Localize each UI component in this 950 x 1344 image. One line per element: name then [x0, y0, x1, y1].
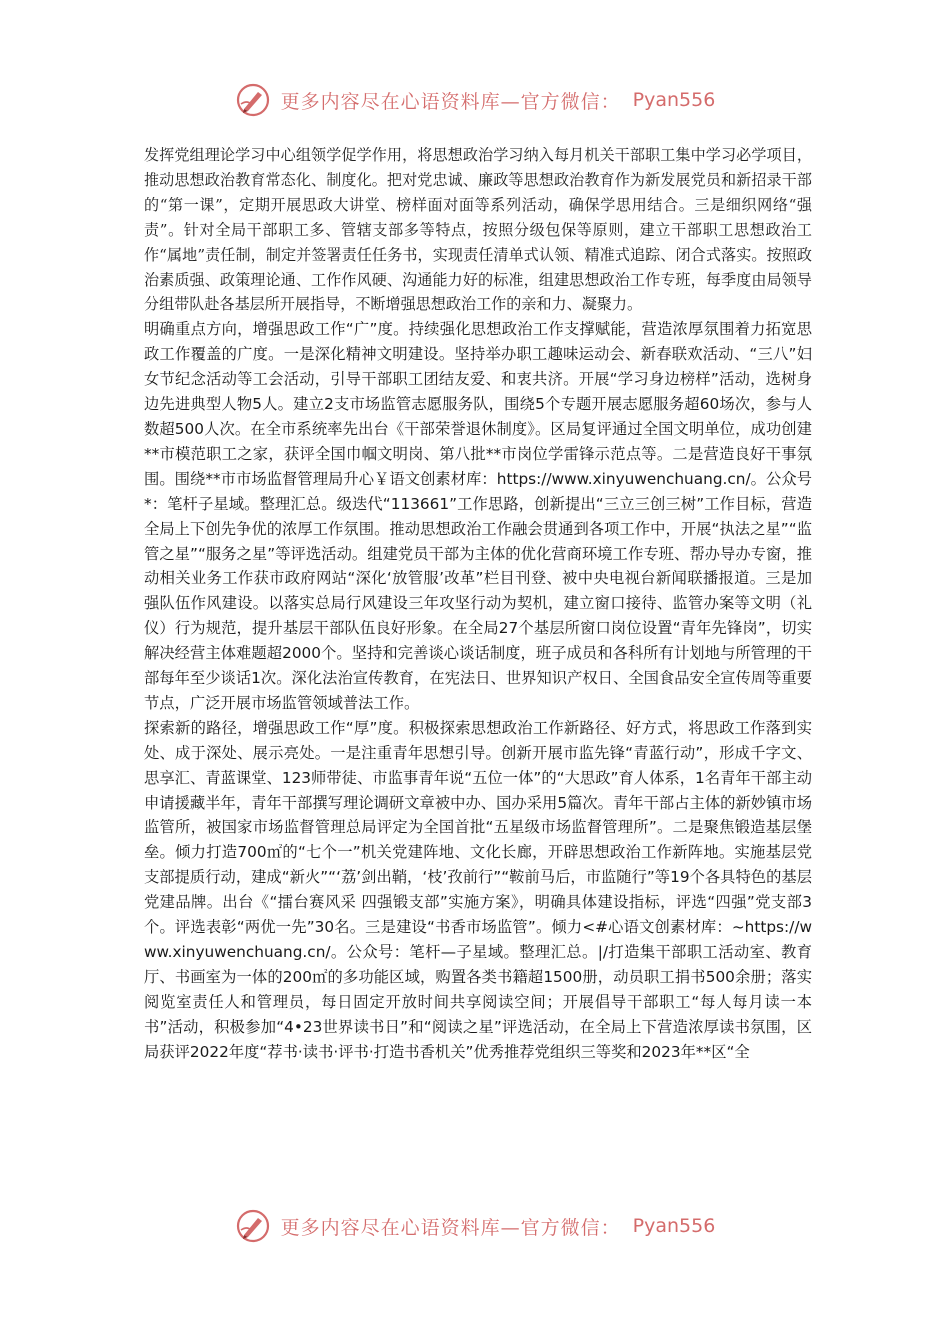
pen-circle-logo-icon — [235, 82, 271, 118]
document-body — [144, 143, 812, 1065]
paragraph-2: 明确重点方向，增强思政工作“广”度。持续强化思想政治工作支撑赋能，营造浓厚氛围着力拓宽思政工作覆盖的广度。一是深化精神文明建设。坚持举办职工趣味运动会、新春联欢活动、“三八”妇女节纪念活动等工会活动，引导干部职工团结友爱、和衷共济。开展“学习身边榜样”活动，选树身边先进典型人物5人。建立2支市场监管志愿服务队，围绕5个专题开展志愿服务超60场次，参与人数超500人次。在全市系统率先出台《干部荣誉退休制度》。区局复评通过全国文明单位，成功创建**市模范职工之家，获评全国巾帼文明岗、第八批**市岗位学雷锋示范点等。二是营造良好干事氛围。围绕**市市场监督管理局升心￥语文创素材库：https://www.xinyuwenchuang.cn/。公众号*：笔杆子星域。整理汇总。级迭代“113661”工作思路，创新提出“三立三创三树”工作目标，营造全局上下创先争优的浓厚工作氛围。推动思想政治工作融会贯通到各项工作中，开展“执法之星”“监管之星”“服务之星”等评选活动。组建党员干部为主体的优化营商环境工作专班、帮办导办专窗，推动相关业务工作获市政府网站“深化‘放管服’改革”栏目刊登、被中央电视台新闻联播报道。三是加强队伍作风建设。以落实总局行风建设三年攻坚行动为契机，建立窗口接待、监管办案等文明（礼仪）行为规范，提升基层干部队伍良好形象。在全局27个基层所窗口岗位设置“青年先锋岗”，切实解决经营主体难题超2000个。坚持和完善谈心谈话制度，班子成员和各科所有计划地与所管理的干部每年至少谈话1次。深化法治宣传教育，在宪法日、世界知识产权日、全国食品安全宣传周等重要节点，广泛开展市场监管领域普法工作。 — [144, 320, 812, 712]
paragraph-3: 探索新的路径，增强思政工作“厚”度。积极探索思想政治工作新路径、好方式，将思政工作落到实处、成于深处、展示亮处。一是注重青年思想引导。创新开展市监先锋“青蓝行动”，形成千字文、思享汇、青蓝课堂、123师带徒、市监事青年说“五位一体”的“大思政”育人体系，1名青年干部主动申请援藏半年，青年干部撰写理论调研文章被中办、国办采用5篇次。青年干部占主体的新妙镇市场监管所，被国家市场监督管理总局评定为全国首批“五星级市场监督管理所”。二是聚焦锻造基层堡垒。倾力打造700㎡的“七个一”机关党建阵地、文化长廊，开辟思想政治工作新阵地。实施基层党支部提质行动，建成“新火”“‘荔’剑出鞘，‘枝’孜前行”“鞍前马后，市监随行”等19个各具特色的基层党建品牌。出台《“擂台赛风采 四强锻支部”实施方案》，明确具体建设指标，评选“四强”党支部3个。评选表彰“两优一先”30名。三是建设“书香市场监管”。倾力<#心语文创素材库：~https://www.xinyuwenchuang.cn/。公众号：笔杆—子星域。整理汇总。|/打造集干部职工活动室、教育厅、书画室为一体的200㎡的多功能区域，购置各类书籍超1500册，动员职工捐书500余册；落实阅览室责任人和管理员，每日固定开放时间共享阅读空间；开展倡导干部职工“每人每月读一本书”活动，积极参加“4•23世界读书日”和“阅读之星”评选活动，在全局上下营造浓厚读书氛围，区局获评2022年度“荐书·读书·评书·打造书香机关”优秀推荐党组织三等奖和2023年**区“全 — [144, 718, 812, 1061]
footer-banner — [0, 1208, 950, 1244]
pen-circle-logo-icon — [235, 1208, 271, 1244]
paragraph-1: 发挥党组理论学习中心组领学促学作用，将思想政治学习纳入每月机关干部职工集中学习必学项目，推动思想政治教育常态化、制度化。把对党忠诚、廉政等思想政治教育作为新发展党员和新招录干部的“第一课”，定期开展思政大讲堂、榜样面对面等系列活动，确保学思用结合。三是细织网络“强责”。针对全局干部职工多、管辖支部多等特点，按照分级包保等原则，建立干部职工思想政治工作“属地”责任制，制定并签署责任任务书，实现责任清单式认领、精准式追踪、闭合式落实。按照政治素质强、政策理论通、工作作风硬、沟通能力好的标准，组建思想政治工作专班，每季度由局领导分组带队赴各基层所开展指导，不断增强思想政治工作的亲和力、凝聚力。 — [144, 146, 812, 314]
banner-wechat-id: Pyan556 — [632, 89, 716, 111]
banner-wechat-id: Pyan556 — [632, 1215, 716, 1237]
banner-text: 更多内容尽在心语资料库—官方微信： — [280, 90, 621, 113]
banner-text: 更多内容尽在心语资料库—官方微信： — [280, 1216, 621, 1239]
header-banner — [0, 82, 950, 118]
